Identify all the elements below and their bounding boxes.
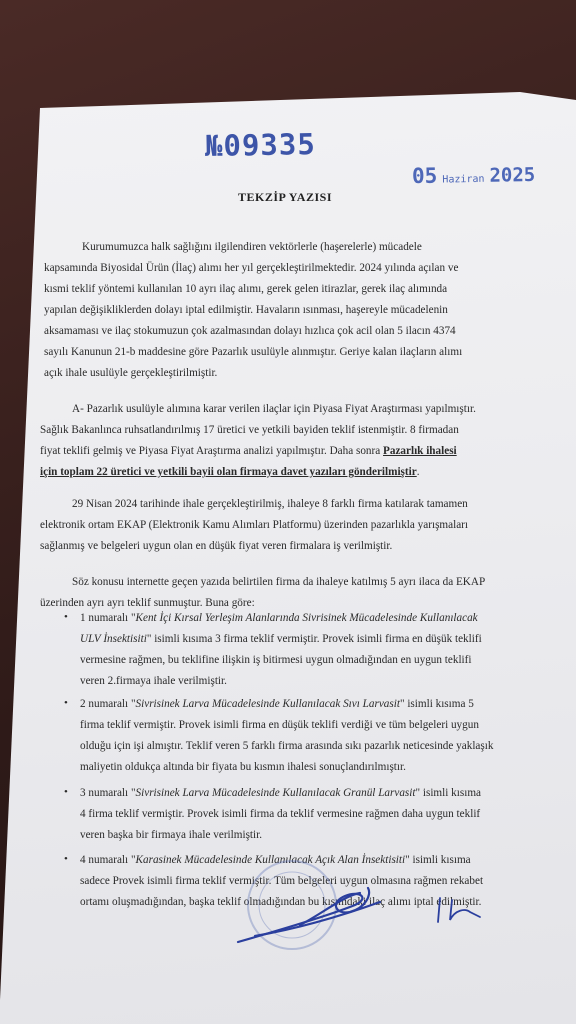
bullet-2: • [64,697,68,709]
p2-end: . [416,466,420,478]
p4-line-2: üzerinden ayrı ayrı teklif sunmuştur. Buna göre: [40,597,255,609]
document-number-stamp: №09335 [204,127,317,163]
item3-pre: 3 numaralı " [80,787,136,799]
date-year: 2025 [489,163,536,187]
item2-post: " isimli kısıma 5 [399,698,474,710]
item2-line-4: maliyetin oldukça altında bir fiyata bu kısmın ihalesi sonuçlandırılmıştır. [80,761,406,773]
bullet-1: • [64,611,68,623]
p1-line-2: kapsamında Biyosidal Ürün (İlaç) alımı her yıl gerçekleştirilmektedir. 2024 yılında açılan ve [44,262,459,274]
p2-bold-a: Pazarlık ihalesi [383,445,457,457]
p3-line-1: 29 Nisan 2024 tarihinde ihale gerçekleştirilmiş, ihaleye 8 farklı firma katılarak tamamen [72,498,468,510]
p3-line-2: elektronik ortam EKAP (Elektronik Kamu Alımları Platformu) üzerinden pazarlıkla yarışmaları [40,519,468,531]
bullet-4: • [64,853,68,865]
item4-line-3: ortamı oluşmadığından, başka teklif olmadığından bu kısımdaki ilaç alımı iptal edilmiştir. [80,896,482,908]
item1-name2: ULV İnsektisiti [80,633,147,645]
p1-line-5: aksamaması ve ilaç stokumuzun çok azalmasından dolayı hızlıca çok acil olan 5 ilacın 4374 [44,325,456,337]
p4-line-1: Söz konusu internette geçen yazıda belirtilen firma da ihaleye katılmış 5 ayrı ilaca da EKAP [72,576,486,588]
item1-post: " isimli kısıma 3 firma teklif vermiştir. Provek isimli firma en düşük teklifi [146,633,482,645]
p1-line-1: Kurumumuzca halk sağlığını ilgilendiren vektörlerle (haşerelerle) mücadele [82,241,422,253]
p2-line-3-text: fiyat teklifi gelmiş ve Piyasa Fiyat Araştırma analizi yapılmıştır. Daha sonra [40,445,381,457]
p1-line-7: açık ihale usulüyle gerçekleştirilmiştir. [44,367,218,379]
date-month: Haziran [442,173,485,186]
initials-icon [438,898,480,922]
item3-line-2: 4 firma teklif vermiştir. Provek isimli firma da teklif vermesine rağmen daha uygun teklif [80,808,481,820]
p3-line-3: sağlanmış ve belgeleri uygun olan en düşük fiyat veren firmalara iş verilmiştir. [40,540,393,552]
item1-pre: 1 numaralı " [80,612,136,624]
item2-name: Sivrisinek Larva Mücadelesinde Kullanılacak Sıvı Larvasit [135,698,400,710]
item3-post: " isimli kısıma [415,787,481,799]
item4-post: " isimli kısıma [405,854,471,866]
p2-line-1: A- Pazarlık usulüyle alımına karar verilen ilaçlar için Piyasa Fiyat Araştırması yapılmıştır. [72,403,476,415]
item2-pre: 2 numaralı " [80,698,136,710]
bullet-3: • [64,786,68,798]
p2-line-2: Sağlık Bakanlınca ruhsatlandırılmış 17 üretici ve yetkili bayiden teklif istenmiştir. 8 firmadan [40,424,459,436]
item4-line-2: sadece Provek isimli firma teklif vermiştir. Tüm belgeleri uygun olmasına rağmen rekabet [80,875,484,887]
item2-line-2: firma teklif vermiştir. Provek isimli firma en düşük teklifi verdiği ve tüm belgeleri uygun [80,719,479,731]
item2-line-3: olduğu için işi almıştır. Teklif veren 5 farklı firma arasında sıkı pazarlık neticesinde yaklaşık [80,740,494,752]
item1-name: Kent İçi Kırsal Yerleşim Alanlarında Sivrisinek Mücadelesinde Kullanılacak [135,612,478,624]
p1-line-4: yapılan değişikliklerden dolayı iptal edilmiştir. Havaların ısınması, haşereyle mücadelenin [44,304,448,316]
item1-line-4: veren 2.firmaya ihale verilmiştir. [80,675,227,687]
item1-line-3: vermesine rağmen, bu teklifine ilişkin iş bitirmesi uygun olmadığından en uygun teklifi [80,654,472,666]
item3-line-3: veren başka bir firmaya ihale verilmiştir. [80,829,263,841]
document-title: TEKZİP YAZISI [238,190,332,204]
p1-line-6: sayılı Kanunun 21-b maddesine göre Pazarlık usulüyle alınmıştır. Geriye kalan ilaçların alımı [44,346,463,358]
p1-line-3: kısmi teklif yöntemi kullanılan 10 ayrı ilaç alımı, gerek gelen itirazlar, gerek ilaç alımında [44,283,448,295]
p2-bold-b: için toplam 22 üretici ve yetkili bayii olan firmaya davet yazıları gönderilmiştir [40,466,417,478]
item4-name: Karasinek Mücadelesinde Kullanılacak Açık Alan İnsektisiti [135,854,406,866]
item4-pre: 4 numaralı " [80,854,136,866]
item3-name: Sivrisinek Larva Mücadelesinde Kullanılacak Granül Larvasit [135,787,416,799]
date-day: 05 [411,163,438,189]
